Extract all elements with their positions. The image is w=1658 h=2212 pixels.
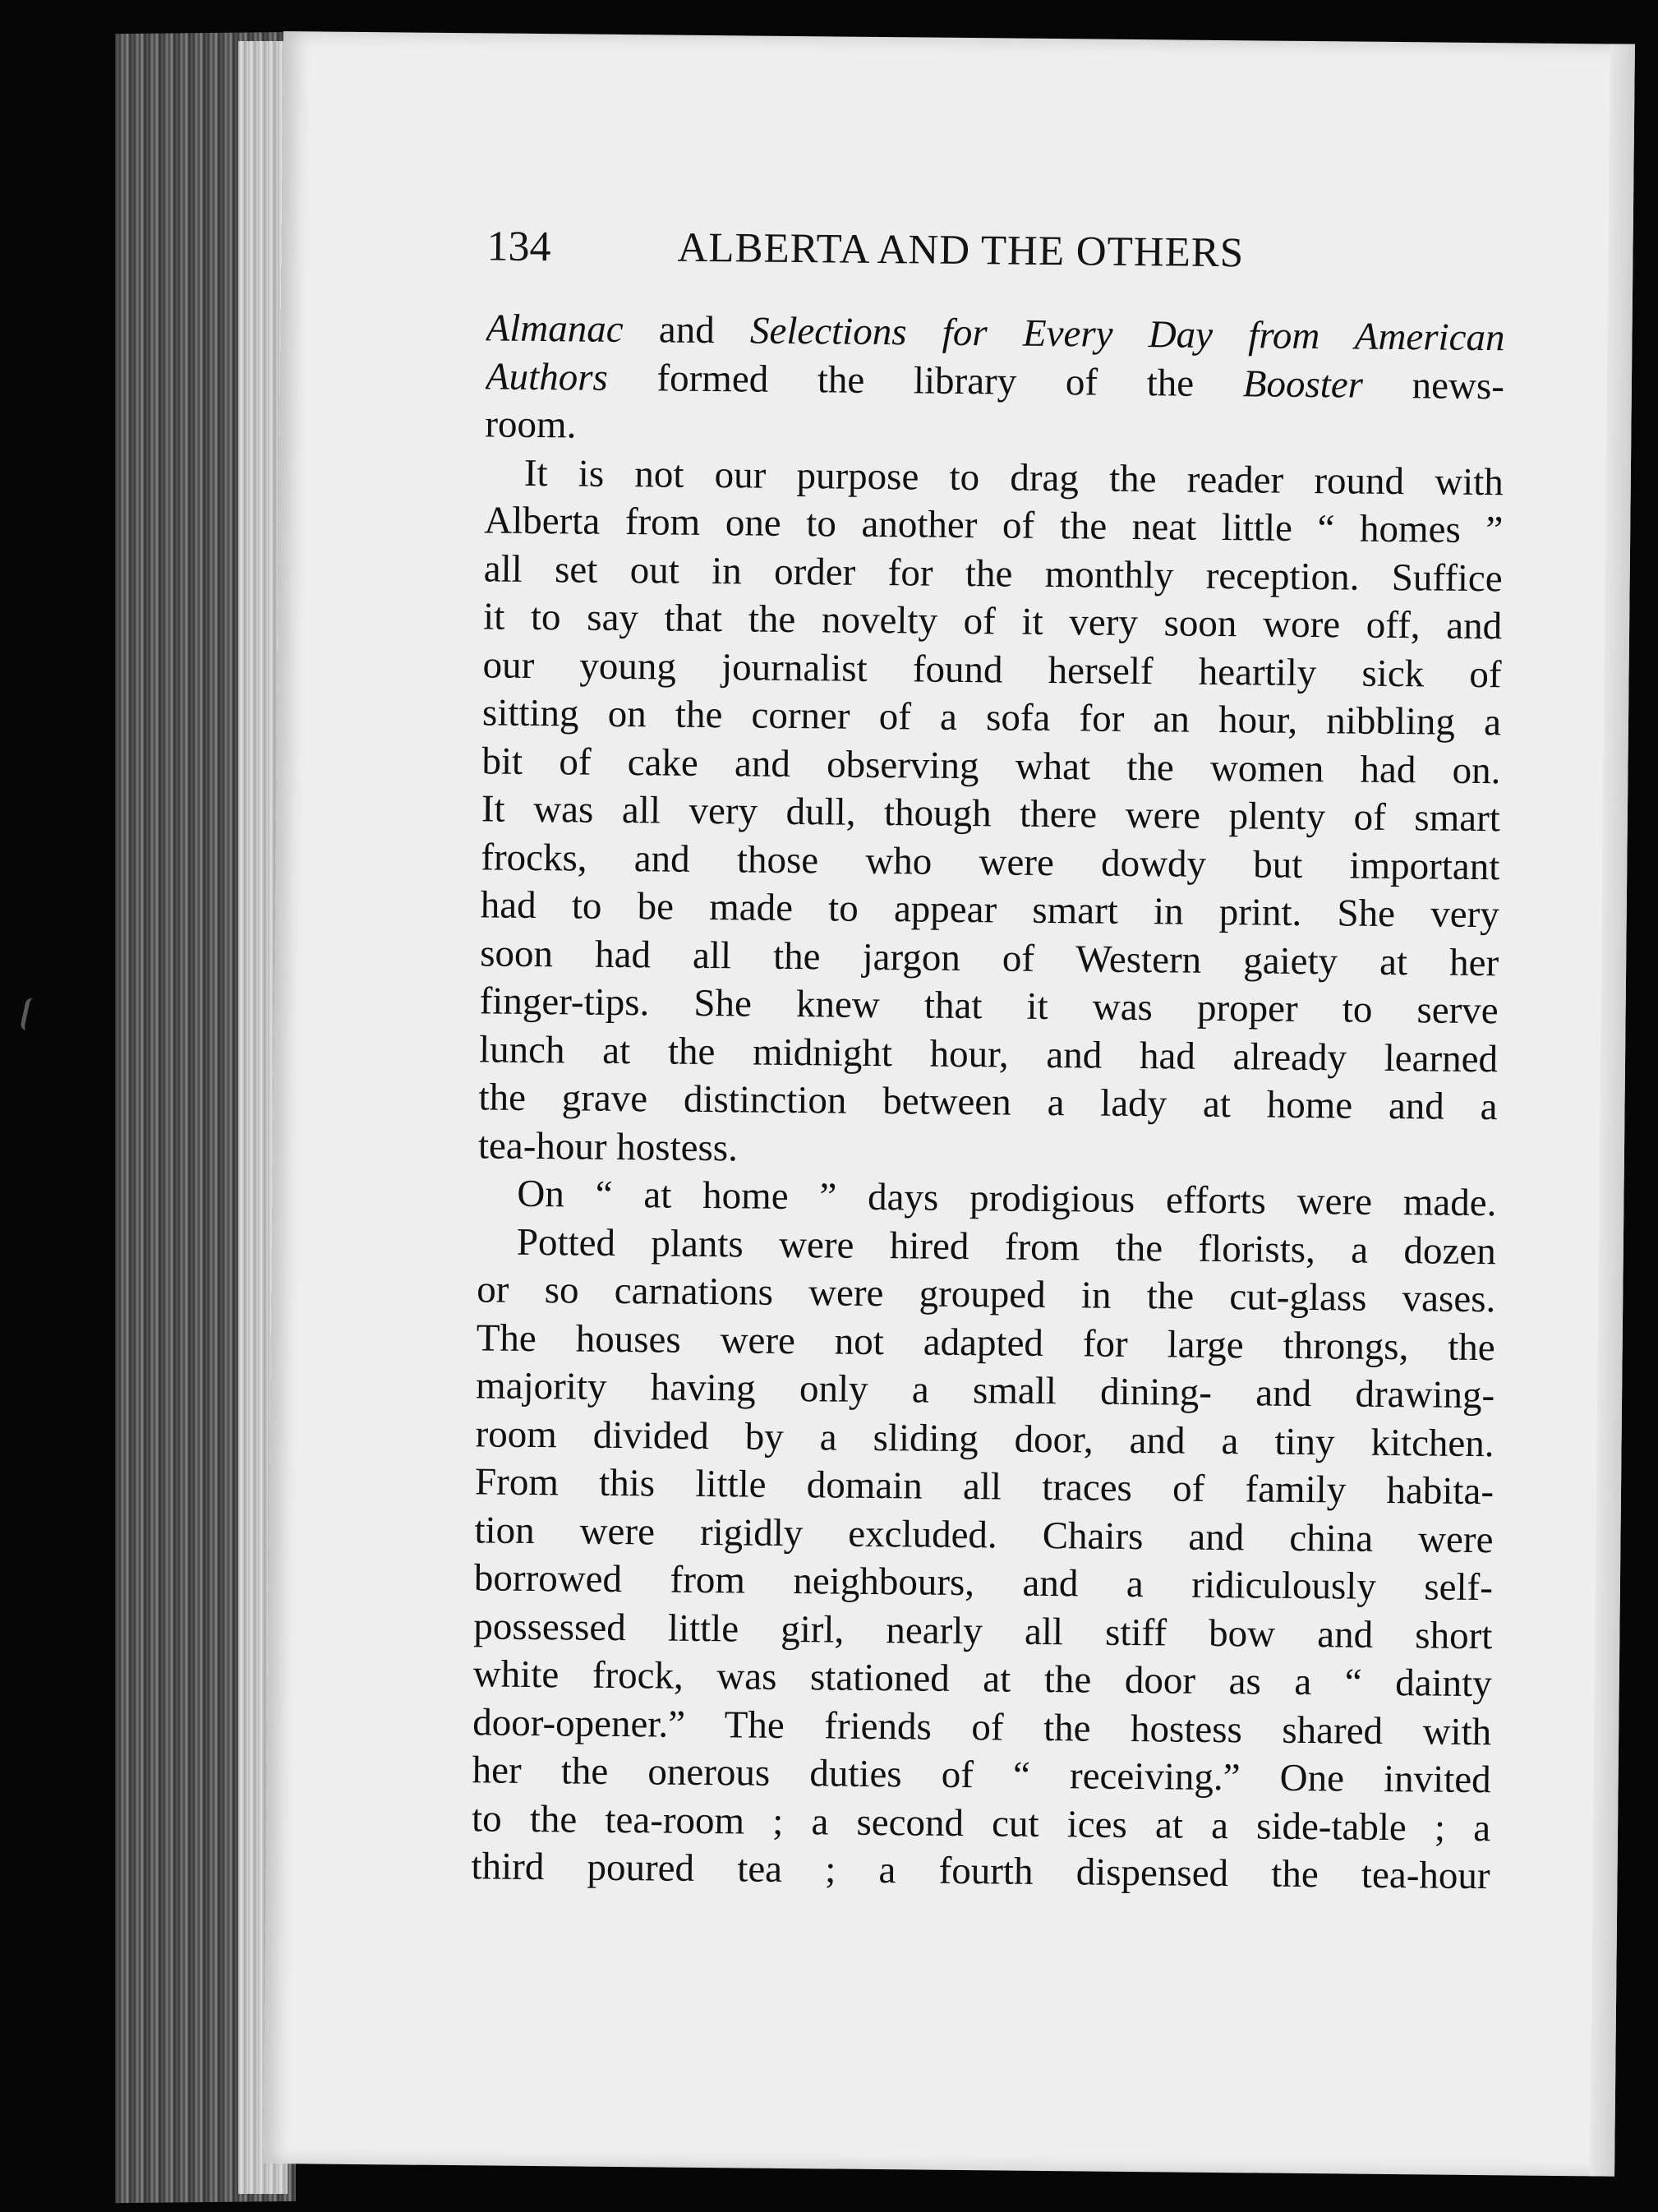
text-segment: had to be made to appear smart in print. She very	[480, 883, 1499, 937]
italic-title: Almanac	[486, 306, 624, 351]
text-segment: frocks, and those who were dowdy but important	[481, 835, 1500, 888]
text-segment: white frock, was stationed at the door as a “ dainty	[472, 1652, 1493, 1706]
text-segment: third poured tea ; a fourth dispensed the tea-hour	[471, 1845, 1490, 1898]
text-segment: On “ at home ” days prodigious efforts were made.	[517, 1172, 1497, 1225]
text-segment: majority having only a small dining- and drawing-	[475, 1364, 1495, 1417]
text-segment: our young journalist found herself heartily sick of	[482, 643, 1502, 696]
text-segment: possessed little girl, nearly all stiff bow and short	[473, 1604, 1493, 1657]
text-segment: tea-hour hostess.	[477, 1123, 739, 1169]
text-segment: bit of cake and observing what the women had on.	[481, 739, 1501, 792]
text-segment: finger-tips. She knew that it was proper to serve	[479, 979, 1499, 1033]
text-segment: her the onerous duties of “ receiving.” One invited	[472, 1749, 1491, 1802]
text-segment: room divided by a sliding door, and a tiny kitchen.	[475, 1412, 1495, 1465]
text-segment: or so carnations were grouped in the cut-glass vases.	[477, 1268, 1496, 1321]
body-text	[471, 304, 1504, 1900]
text-segment: Alberta from one to another of the neat little “ homes ”	[484, 499, 1504, 552]
text-segment: Potted plants were hired from the florists, a dozen	[516, 1220, 1497, 1273]
text-segment: lunch at the midnight hour, and had already learned	[478, 1027, 1499, 1081]
page-number: 134	[486, 223, 551, 271]
page-header	[486, 222, 1375, 288]
text-segment: it to say that the novelty of it very soon wore off, and	[482, 595, 1503, 648]
italic-title: Booster	[1242, 362, 1364, 407]
italic-title: Authors	[485, 354, 609, 399]
page-right-edge	[1590, 44, 1635, 2177]
text-segment: door-opener.” The friends of the hostess shared with	[472, 1700, 1492, 1753]
text-segment: to the tea-room ; a second cut ices at a side-table ; a	[471, 1796, 1491, 1850]
text-segment: It is not our purpose to drag the reader round with	[523, 451, 1504, 504]
text-segment: soon had all the jargon of Western gaiety at her	[479, 931, 1499, 984]
text-segment: It was all very dull, though there were plenty of smart	[481, 787, 1501, 841]
text-segment: room.	[485, 403, 577, 447]
text-segment: borrowed from neighbours, and a ridiculously self-	[473, 1556, 1494, 1610]
text-segment: sitting on the corner of a sofa for an hour, nibbling a	[481, 691, 1502, 744]
text-segment: and	[623, 307, 751, 353]
text-segment: From this little domain all traces of family habita-	[474, 1460, 1495, 1514]
text-segment: tion were rigidly excluded. Chairs and china were	[474, 1508, 1494, 1561]
margin-mark	[20, 997, 42, 1032]
text-line	[471, 1842, 1490, 1900]
text-segment: formed the library of the	[607, 356, 1244, 405]
text-segment: all set out in order for the monthly reception. Suffice	[483, 546, 1503, 600]
text-segment: The houses were not adapted for large throngs, the	[476, 1316, 1495, 1369]
text-segment: news-	[1362, 363, 1505, 408]
text-line	[486, 353, 1505, 410]
book-page	[263, 31, 1635, 2177]
text-segment: the grave distinction between a lady at home and a	[478, 1076, 1498, 1129]
italic-title: Selections for Every Day from American	[749, 309, 1505, 360]
running-head: ALBERTA AND THE OTHERS	[677, 224, 1245, 277]
